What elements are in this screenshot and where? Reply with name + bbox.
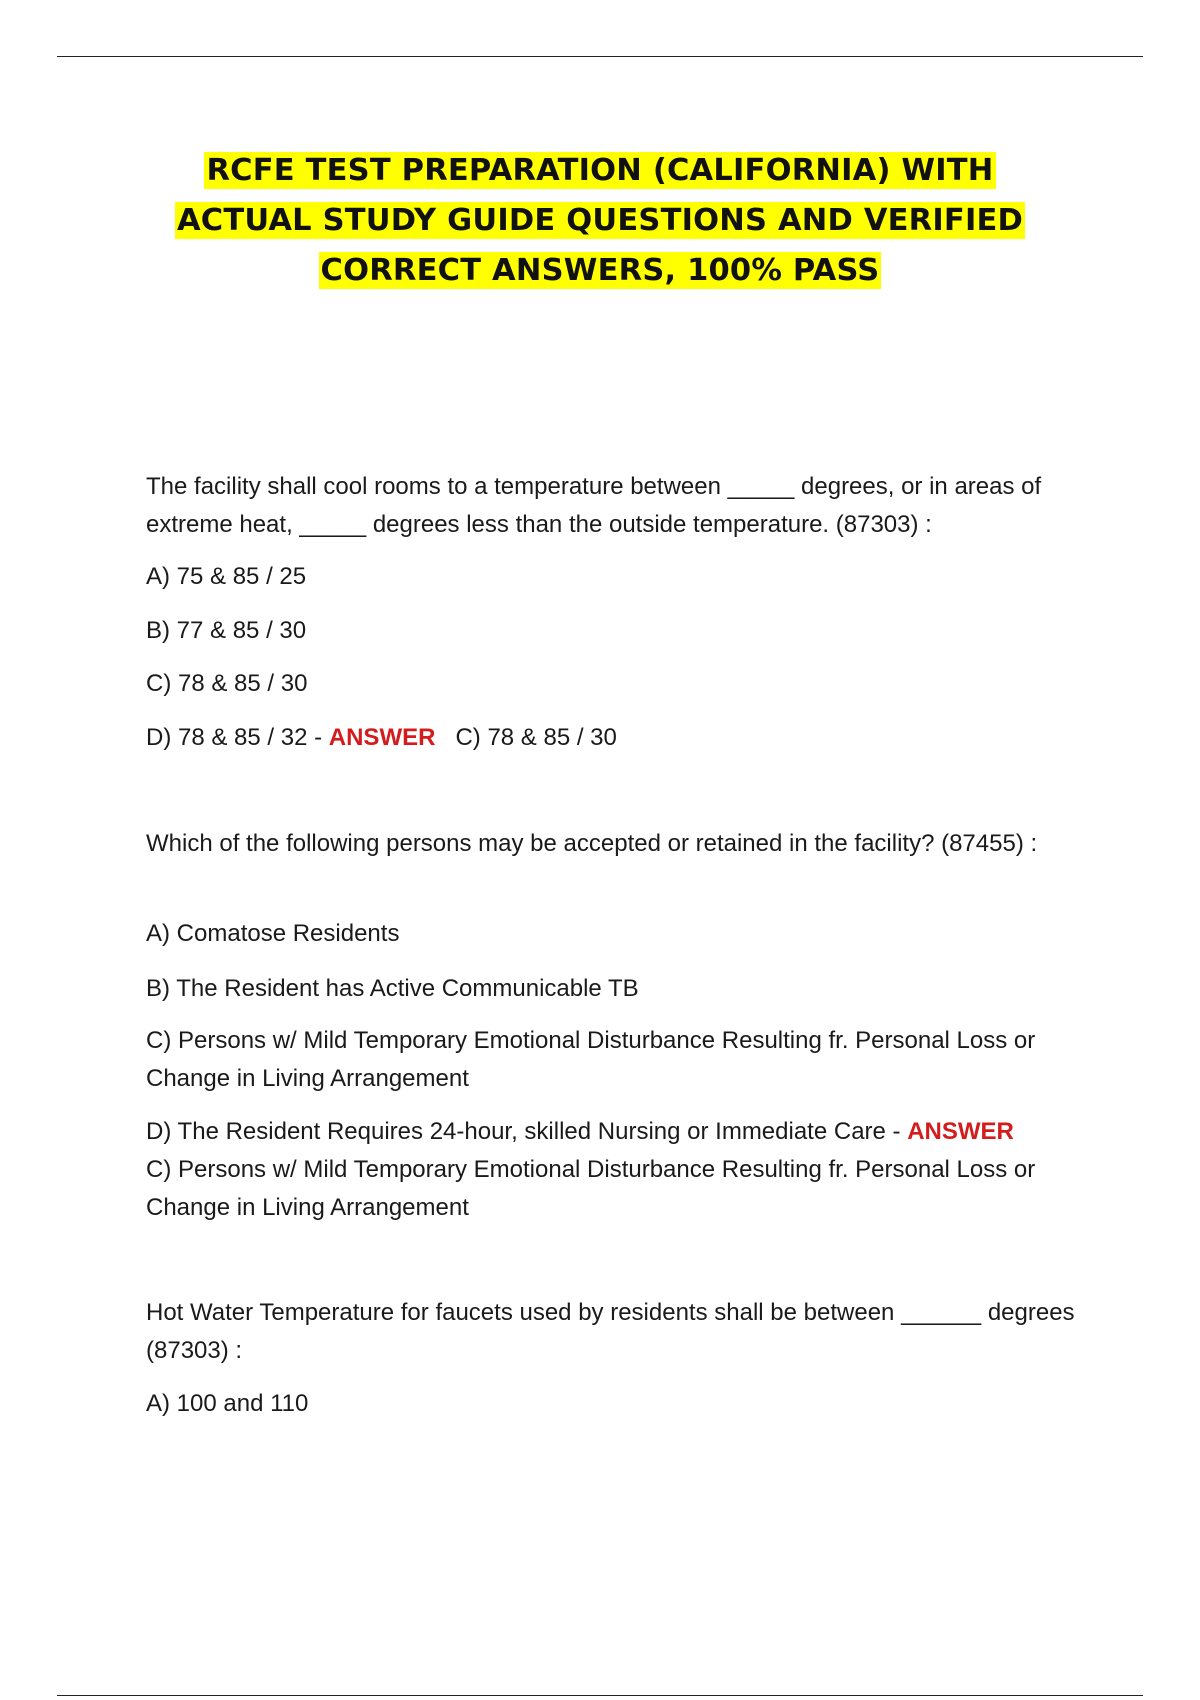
question-1-option-b: B) 77 & 85 / 30 xyxy=(146,617,307,644)
answer-label: ANSWER xyxy=(907,1118,1014,1145)
document-title xyxy=(100,146,1100,296)
answer-label: ANSWER xyxy=(328,724,436,751)
title-line-2: ACTUAL STUDY GUIDE QUESTIONS AND VERIFIED xyxy=(176,203,1024,238)
question-3-text: Hot Water Temperature for faucets used by residents shall be between ______ degrees (87303) : xyxy=(146,1299,1075,1364)
question-2-answer: C) Persons w/ Mild Temporary Emotional Disturbance Resulting fr. Personal Loss or Change in Living Arrangement xyxy=(146,1156,1036,1221)
question-1-option-c: C) 78 & 85 / 30 xyxy=(146,670,308,697)
top-rule xyxy=(57,56,1143,57)
title-line-3: CORRECT ANSWERS, 100% PASS xyxy=(320,253,880,288)
question-2-option-c: C) Persons w/ Mild Temporary Emotional Disturbance Resulting fr. Personal Loss or Change in Living Arrangement xyxy=(146,1027,1036,1092)
bottom-rule xyxy=(57,1695,1143,1696)
question-1-option-d xyxy=(146,719,1096,757)
question-2-text: Which of the following persons may be accepted or retained in the facility? (87455) : xyxy=(146,830,1038,857)
question-1-answer: C) 78 & 85 / 30 xyxy=(455,724,617,751)
title-line-1: RCFE TEST PREPARATION (CALIFORNIA) WITH xyxy=(206,153,994,188)
question-2-option-d-text: D) The Resident Requires 24-hour, skilled Nursing or Immediate Care - xyxy=(146,1118,901,1145)
question-2-option-d xyxy=(146,1113,1096,1227)
question-1-text: The facility shall cool rooms to a temperature between _____ degrees, or in areas of extreme heat, _____ degrees less than the outside temperature. (87303) : xyxy=(146,473,1042,538)
question-2-option-b: B) The Resident has Active Communicable TB xyxy=(146,975,639,1002)
question-1-option-a: A) 75 & 85 / 25 xyxy=(146,563,307,590)
question-3-option-a: A) 100 and 110 xyxy=(146,1390,309,1417)
question-2-option-a: A) Comatose Residents xyxy=(146,920,400,947)
question-1-option-d-text: D) 78 & 85 / 32 - xyxy=(146,724,323,751)
